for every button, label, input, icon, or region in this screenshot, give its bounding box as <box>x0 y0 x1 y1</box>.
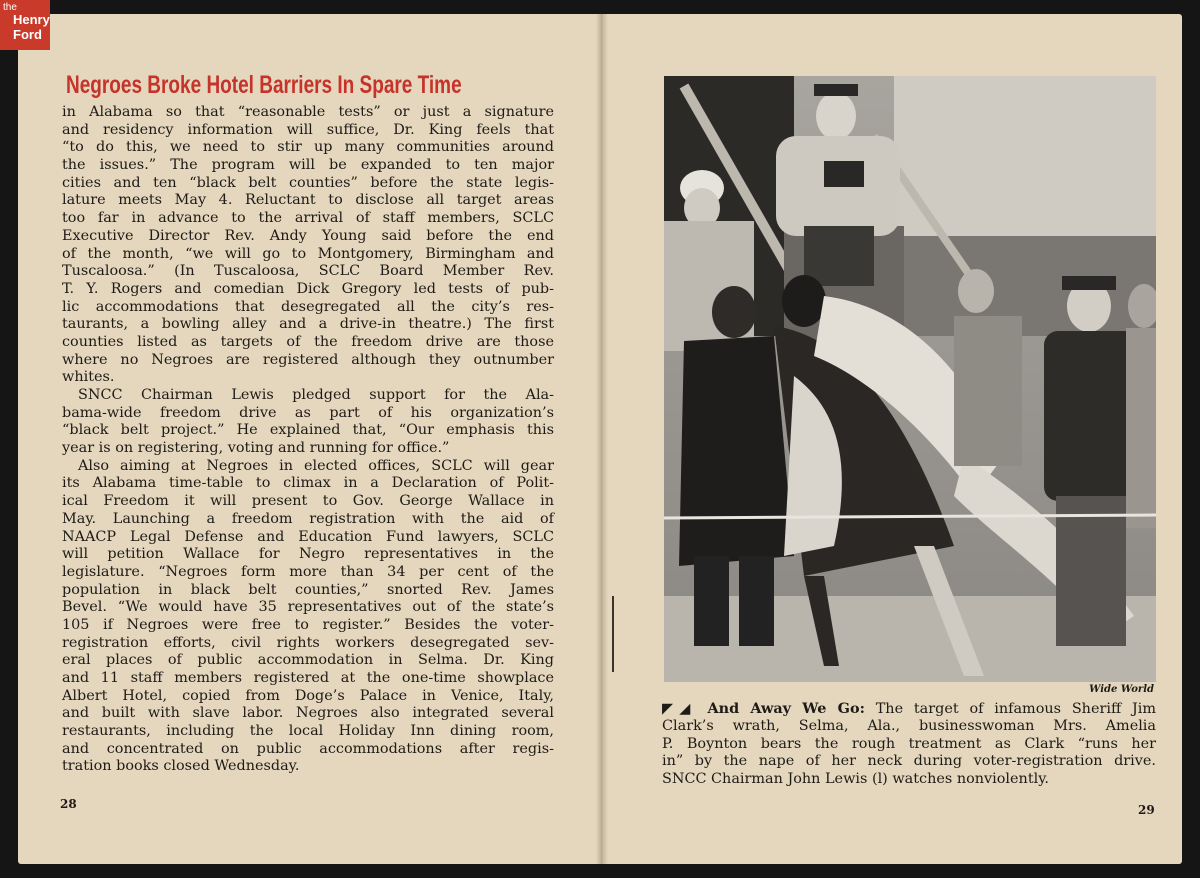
body-line: population in black belt counties,” snorted Rev. James <box>62 581 554 598</box>
headline: Negroes Broke Hotel Barriers In Spare Time <box>66 71 462 99</box>
body-line: will petition Wallace for Negro representatives in the <box>62 546 554 563</box>
body-line: counties listed as targets of the freedom drive are those <box>62 333 554 350</box>
body-line: of the month, “we will go to Montgomery, Birmingham and <box>62 245 554 262</box>
body-line: registration efforts, civil rights workers desegregated sev- <box>62 634 554 651</box>
logo-line-1: Henry <box>13 12 50 27</box>
caption-line: Clark’s wrath, Selma, Ala., businesswoman Mrs. Amelia <box>662 717 1156 734</box>
body-line: ical Freedom it will present to Gov. George Wallace in <box>62 493 554 510</box>
page-number-right: 29 <box>1138 803 1155 817</box>
body-line: eral places of public accommodation in Selma. Dr. King <box>62 652 554 669</box>
body-line: Bevel. “We would have 35 representatives out of the state’s <box>62 599 554 616</box>
body-line: legislature. “Negroes form more than 34 per cent of the <box>62 563 554 580</box>
logo-small-text: the <box>3 2 17 13</box>
body-line: year is on registering, voting and running for office.” <box>62 440 450 457</box>
photo-illustration <box>664 76 1156 682</box>
body-line: whites. <box>62 369 115 386</box>
body-line: and concentrated on public accommodations after regis- <box>62 740 554 757</box>
caption-lead: And Away We Go: <box>707 700 865 717</box>
body-line: and built with slave labor. Negroes also integrated several <box>62 705 554 722</box>
caption-line <box>662 700 1156 718</box>
body-line: restaurants, including the local Holiday Inn dining room, <box>62 723 554 740</box>
henry-ford-logo <box>0 0 50 50</box>
body-line: the issues.” The program will be expanded to ten major <box>62 157 554 174</box>
body-line: May. Launching a freedom registration with the aid of <box>62 510 554 527</box>
logo-line-2: Ford <box>13 27 42 42</box>
caption-line-1-rest: The target of infamous Sheriff Jim <box>864 701 1156 717</box>
body-line: Executive Director Rev. Andy Young said before the end <box>62 227 554 244</box>
margin-mark <box>612 596 614 672</box>
body-line: T. Y. Rogers and comedian Dick Gregory led tests of pub- <box>62 280 554 297</box>
news-photo <box>664 76 1156 682</box>
caption-line: P. Boynton bears the rough treatment as Clark “runs her <box>662 735 1156 752</box>
body-line: “black belt project.” He explained that, “Our emphasis this <box>62 422 554 439</box>
caption-line: SNCC Chairman John Lewis (l) watches nonviolently. <box>662 771 1050 788</box>
body-line: and residency information will suffice, Dr. King feels that <box>62 121 554 138</box>
body-line: and 11 staff members registered at the one-time showplace <box>62 670 554 686</box>
body-line: Albert Hotel, copied from Doge’s Palace in Venice, Italy, <box>62 687 554 704</box>
body-line: tration books closed Wednesday. <box>62 758 300 775</box>
body-line: Tuscaloosa.” (In Tuscaloosa, SCLC Board Member Rev. <box>62 263 554 280</box>
caption-line: in” by the nape of her neck during voter-registration drive. <box>662 753 1156 770</box>
photo-caption <box>662 700 1156 789</box>
body-line: lic accommodations that desegregated all the city’s res- <box>62 298 554 315</box>
body-line: where no Negroes are registered although they outnumber <box>62 351 554 368</box>
page-number-left: 28 <box>60 797 77 811</box>
body-line: 105 if Negroes were free to register.” Besides the voter- <box>62 616 554 633</box>
body-line: Also aiming at Negroes in elected offices, SCLC will gear <box>78 457 554 474</box>
page-gutter <box>596 14 608 864</box>
body-line: lature meets May 4. Reluctant to disclose all target areas <box>62 192 554 209</box>
body-line: NAACP Legal Defense and Education Fund lawyers, SCLC <box>62 528 554 545</box>
body-line: “to do this, we need to stir up many communities around <box>62 139 554 156</box>
photo-credit: Wide World <box>1089 684 1154 695</box>
caption-arrow-icon: ◤◢ <box>662 700 697 717</box>
body-line: SNCC Chairman Lewis pledged support for the Ala- <box>78 387 554 403</box>
article-body <box>62 104 554 776</box>
body-line: bama-wide freedom drive as part of his organization’s <box>62 404 554 421</box>
body-line: cities and ten “black belt counties” before the state legis- <box>62 174 554 191</box>
body-line: in Alabama so that “reasonable tests” or just a signature <box>62 104 554 120</box>
body-line: too far in advance to the arrival of staff members, SCLC <box>62 210 554 227</box>
body-line: its Alabama time-table to climax in a Declaration of Polit- <box>62 475 554 492</box>
body-line: taurants, a bowling alley and a drive-in theatre.) The first <box>62 316 554 333</box>
